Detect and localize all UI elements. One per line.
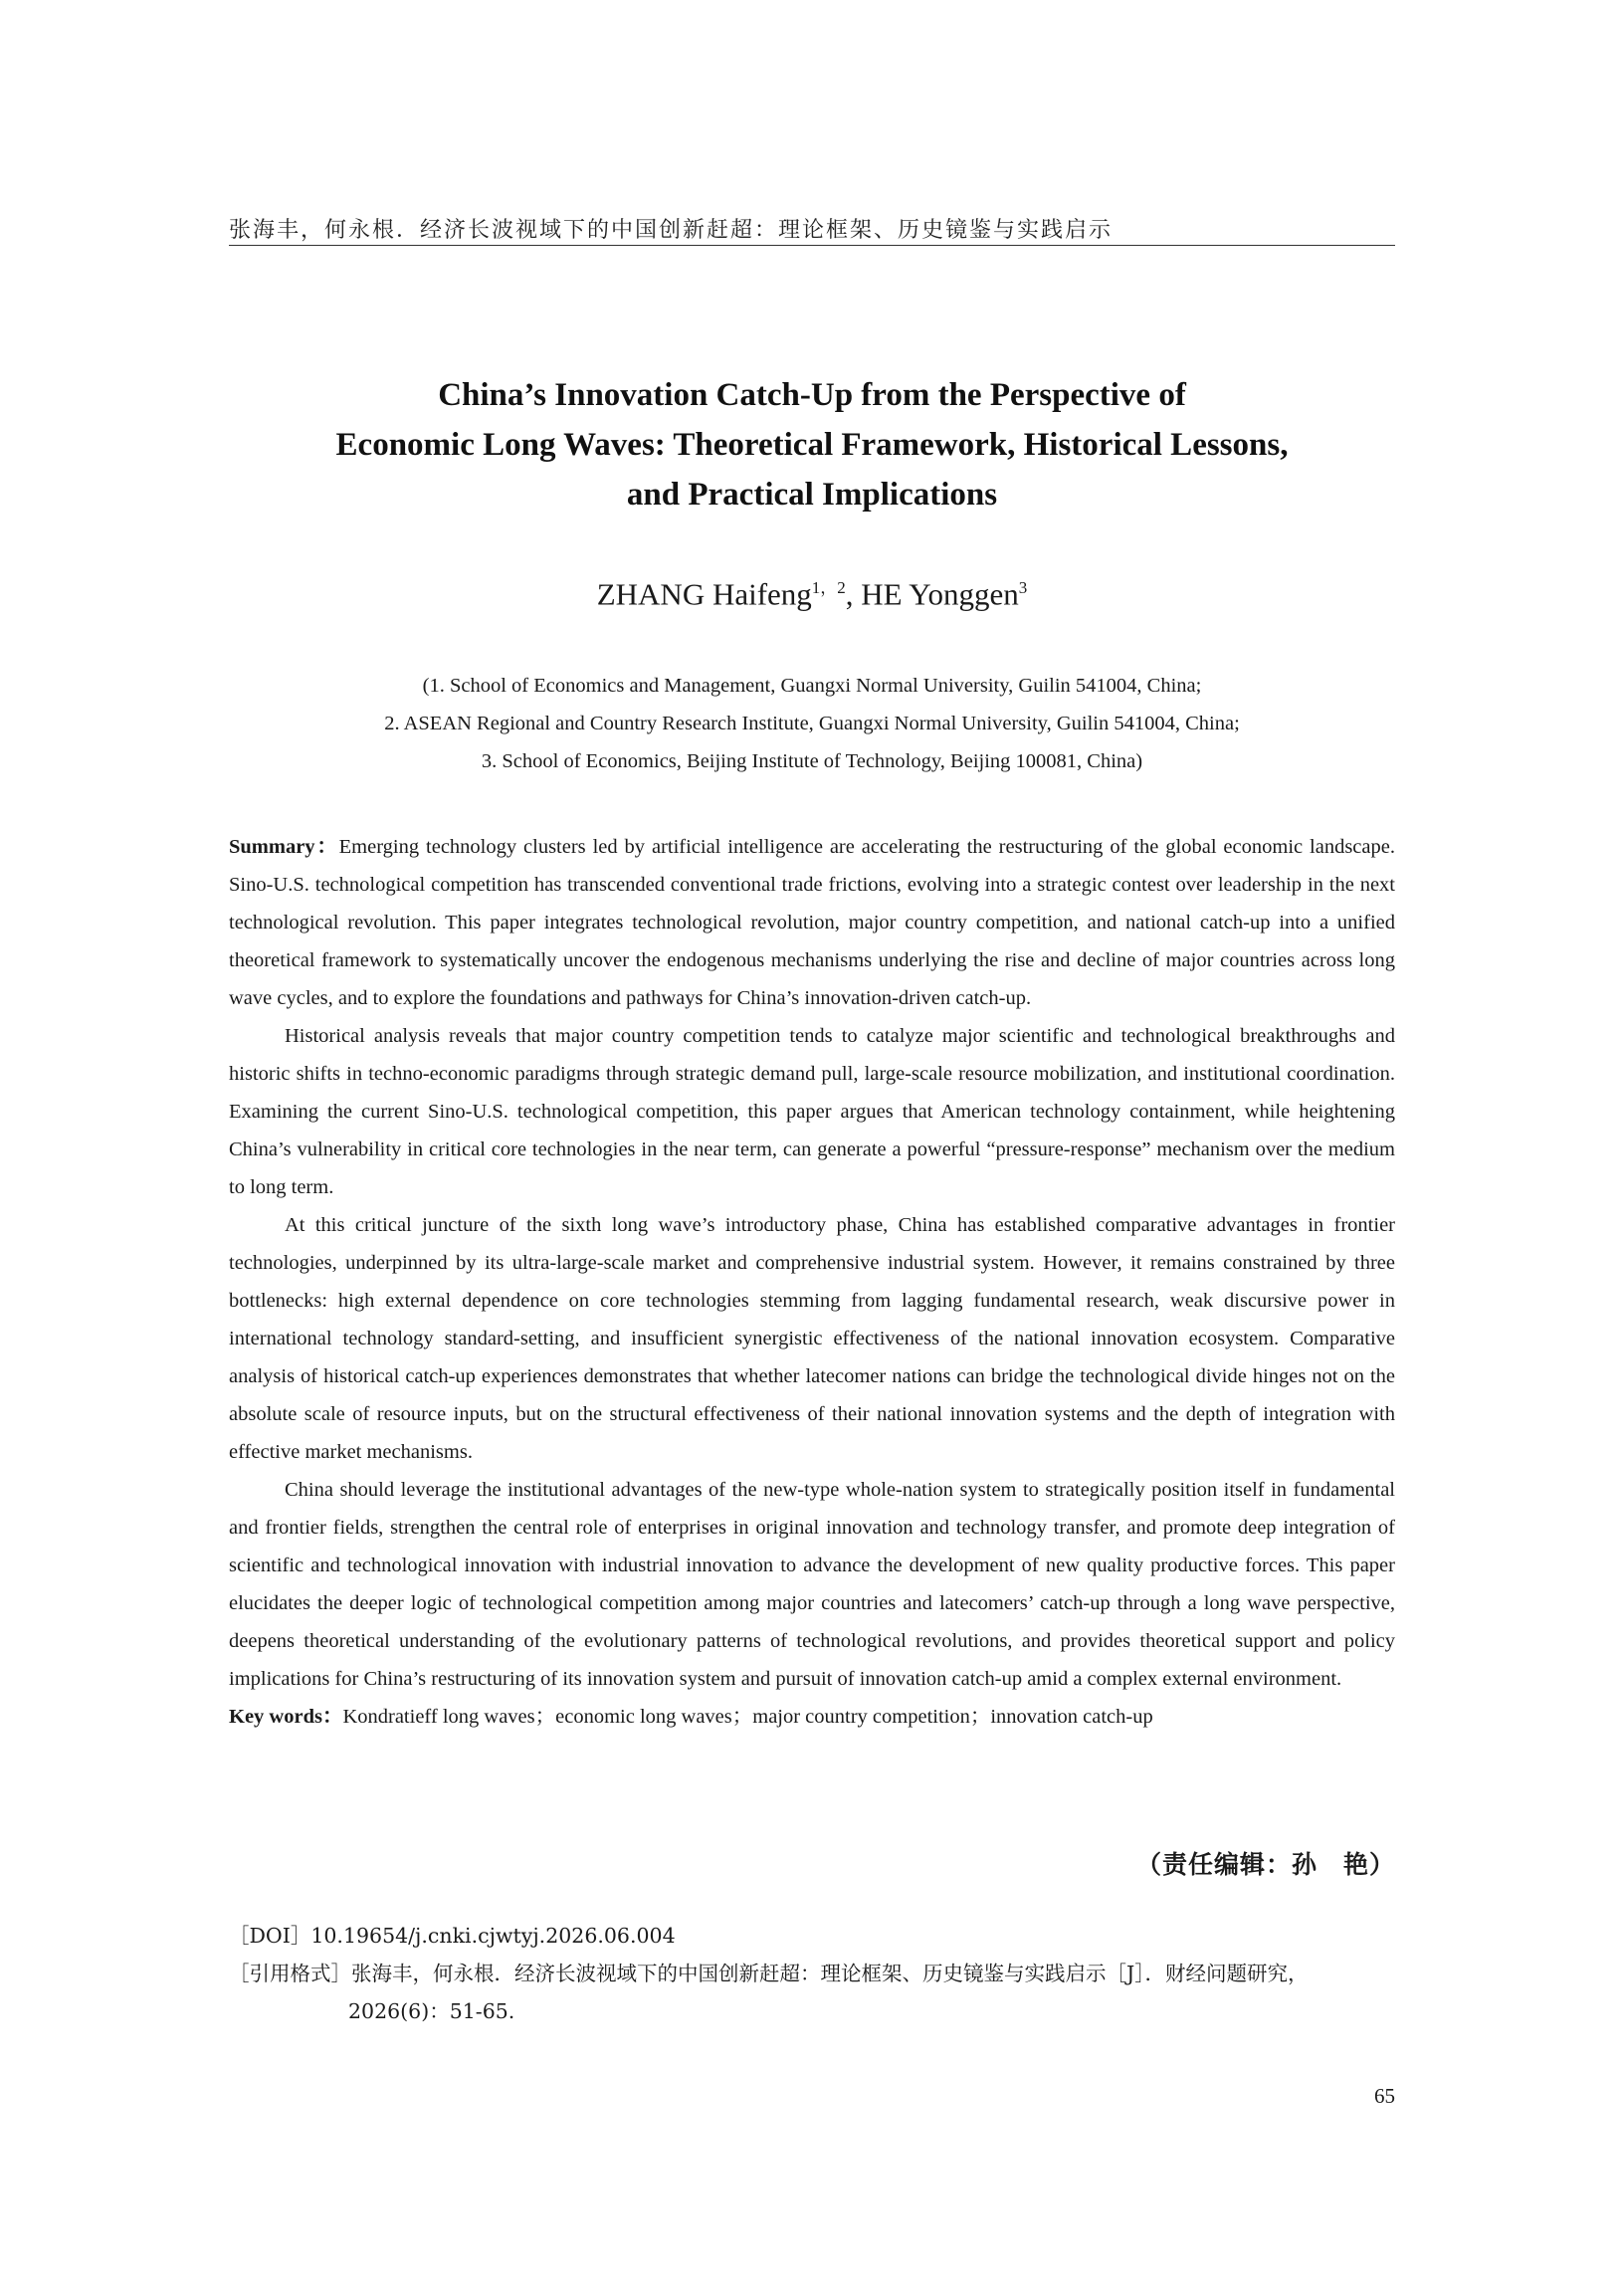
affiliation-2: 2. ASEAN Regional and Country Research Institute, Guangxi Normal University, Guilin 541004, China;	[384, 713, 1240, 734]
author-1-name: ZHANG Haifeng	[596, 576, 812, 612]
abstract	[229, 828, 1395, 1736]
keywords	[229, 1698, 1395, 1736]
affiliation-3: 3. School of Economics, Beijing Institute of Technology, Beijing 100081, China)	[481, 750, 1143, 772]
running-header: 张海丰，何永根．经济长波视域下的中国创新赶超：理论框架、历史镜鉴与实践启示	[229, 218, 1114, 243]
author-1-affiliation-marks: 1，2	[811, 578, 846, 597]
abstract-paragraph-1-text: Emerging technology clusters led by artificial intelligence are accelerating the restructuring of the global economic landscape. Sino-U.S. technological competition has transcended conventional trade frictions, evolving into a strategic contest over leadership in the next technological revolution. This paper integrates technological revolution, major country competition, and national catch-up into a unified theoretical framework to systematically uncover the endogenous mechanisms underlying the rise and decline of major countries across long wave cycles, and to explore the foundations and pathways for China’s innovation-driven catch-up.	[229, 836, 1395, 1009]
title-line-2: Economic Long Waves: Theoretical Framework, Historical Lessons,	[335, 427, 1289, 463]
doi: ［DOI］10.19654/j.cnki.cjwtyj.2026.06.004	[229, 1924, 676, 1948]
page-number: 65	[1374, 2084, 1395, 2108]
header-rule	[229, 245, 1395, 246]
abstract-paragraph-1	[229, 828, 1395, 1017]
responsible-editor: （责任编辑：孙 艳）	[1135, 1850, 1395, 1879]
abstract-paragraph-4: China should leverage the institutional advantages of the new-type whole-nation system to strategically position itself in fundamental and frontier fields, strengthen the central role of enterprises in original innovation and technology transfer, and promote deep integration of scientific and technological innovation with industrial innovation to advance the development of new quality productive forces. This paper elucidates the deeper logic of technological competition among major countries and latecomers’ catch-up through a long wave perspective, deepens theoretical understanding of the evolutionary patterns of technological revolutions, and provides theoretical support and policy implications for China’s restructuring of its innovation system and pursuit of innovation catch-up amid a complex external environment.	[229, 1479, 1395, 1690]
author-2-name: HE Yonggen	[861, 576, 1019, 612]
title-line-3: and Practical Implications	[626, 477, 998, 513]
abstract-paragraph-3: At this critical juncture of the sixth long wave’s introductory phase, China has established comparative advantages in frontier technologies, underpinned by its ultra-large-scale market and comprehensive industrial system. However, it remains constrained by three bottlenecks: high external dependence on core technologies stemming from lagging fundamental research, weak discursive power in international technology standard-setting, and insufficient synergistic effectiveness of the national innovation ecosystem. Comparative analysis of historical catch-up experiences demonstrates that whether latecomer nations can bridge the technological divide hinges not on the absolute scale of resource inputs, but on the structural effectiveness of their national innovation systems and the depth of integration with effective market mechanisms.	[229, 1214, 1395, 1463]
abstract-paragraph-2: Historical analysis reveals that major country competition tends to catalyze major scientific and technological breakthroughs and historic shifts in techno-economic paradigms through strategic demand pull, large-scale resource mobilization, and institutional coordination. Examining the current Sino-U.S. technological competition, this paper argues that American technology containment, while heightening China’s vulnerability in critical core technologies in the near term, can generate a powerful “pressure-response” mechanism over the medium to long term.	[229, 1025, 1395, 1198]
summary-label: Summary：	[229, 836, 339, 858]
authors	[229, 573, 1395, 612]
author-2-affiliation-mark: 3	[1018, 578, 1028, 597]
title-line-1: China’s Innovation Catch-Up from the Perspective of	[438, 377, 1186, 413]
citation-info	[229, 1917, 1395, 2030]
citation-line-2: 2026(6)：51-65.	[348, 1999, 515, 2023]
affiliation-1: (1. School of Economics and Management, Guangxi Normal University, Guilin 541004, China;	[422, 675, 1202, 697]
affiliations	[229, 667, 1395, 780]
citation-line-1: ［引用格式］张海丰，何永根．经济长波视域下的中国创新赶超：理论框架、历史镜鉴与实践启示［J］．财经问题研究，	[229, 1962, 1309, 1985]
paper-title	[229, 370, 1395, 519]
keywords-text: Kondratieff long waves；economic long waves；major country competition；innovation catch-up	[342, 1706, 1153, 1728]
author-separator: ,	[845, 576, 862, 612]
keywords-label: Key words：	[229, 1706, 343, 1728]
